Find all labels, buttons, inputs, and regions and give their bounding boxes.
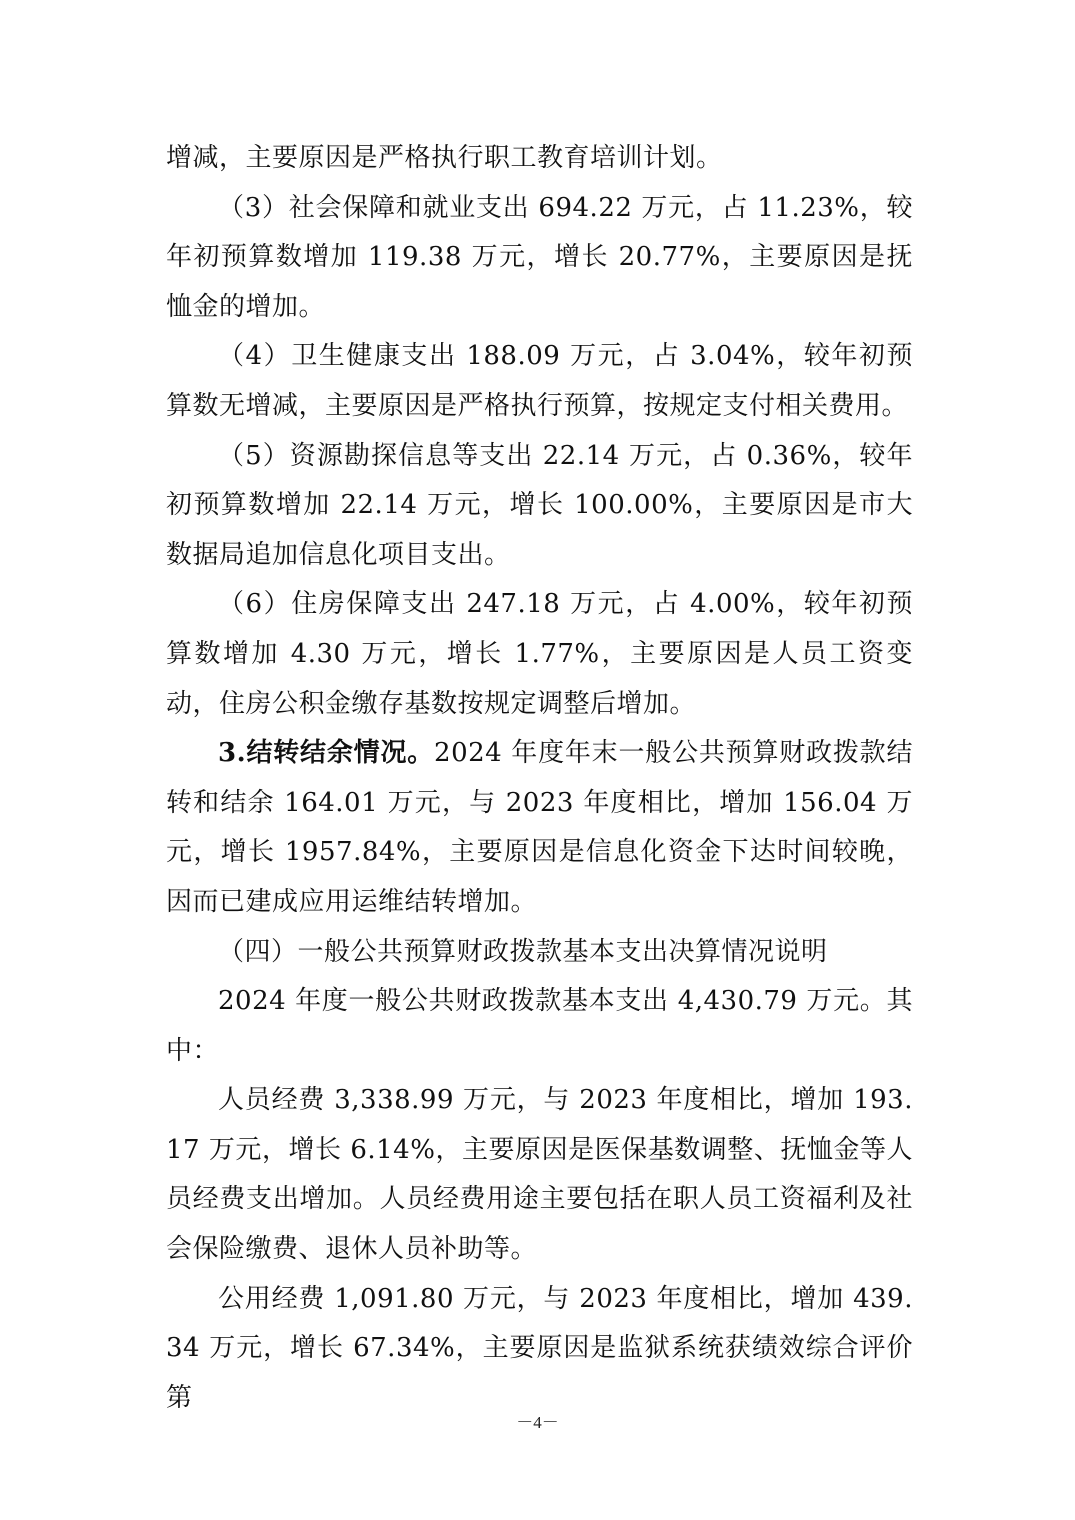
paragraph-social-security: （3）社会保障和就业支出 694.22 万元，占 11.23%，较年初预算数增加 119.38 万元，增长 20.77%，主要原因是抚恤金的增加。 — [166, 192, 913, 322]
carryover-lead: 3.结转结余情况。 — [218, 738, 435, 769]
paragraph-housing: （6）住房保障支出 247.18 万元，占 4.00%，较年初预算数增加 4.30 万元，增长 1.77%，主要原因是人员工资变动，住房公积金缴存基数按规定调整后增加。 — [166, 589, 913, 719]
paragraph-carryover — [166, 729, 913, 927]
paragraph-personnel: 人员经费 3,338.99 万元，与 2023 年度相比，增加 193.17 万元，增长 6.14%，主要原因是医保基数调整、抚恤金等人员经费支出增加。人员经费用途主要包括在职人员工资福利及社会保险缴费、退休人员补助等。 — [166, 1085, 913, 1265]
body-text — [166, 134, 913, 1423]
paragraph-basic-expenditure: 2024 年度一般公共财政拨款基本支出 4,430.79 万元。其中： — [166, 986, 913, 1066]
paragraph-health: （4）卫生健康支出 188.09 万元，占 3.04%，较年初预算数无增减，主要原因是严格执行预算，按规定支付相关费用。 — [166, 341, 913, 421]
section-heading: （四）一般公共预算财政拨款基本支出决算情况说明 — [218, 936, 828, 967]
page-number: －4－ — [516, 1413, 559, 1432]
carryover-text: 2024 年度年末一般公共预算财政拨款结转和结余 164.01 万元，与 2023 年度相比，增加 156.04 万元，增长 1957.84%，主要原因是信息化资金下达时间较晚，因而已建成应用运维结转增加。 — [166, 738, 913, 917]
paragraph-continuation: 增减，主要原因是严格执行职工教育培训计划。 — [166, 143, 723, 173]
paragraph-resource-info: （5）资源勘探信息等支出 22.14 万元，占 0.36%，较年初预算数增加 22.14 万元，增长 100.00%，主要原因是市大数据局追加信息化项目支出。 — [166, 440, 913, 570]
paragraph-public: 公用经费 1,091.80 万元，与 2023 年度相比，增加 439.34 万元，增长 67.34%，主要原因是监狱系统获绩效综合评价第 — [166, 1283, 913, 1413]
